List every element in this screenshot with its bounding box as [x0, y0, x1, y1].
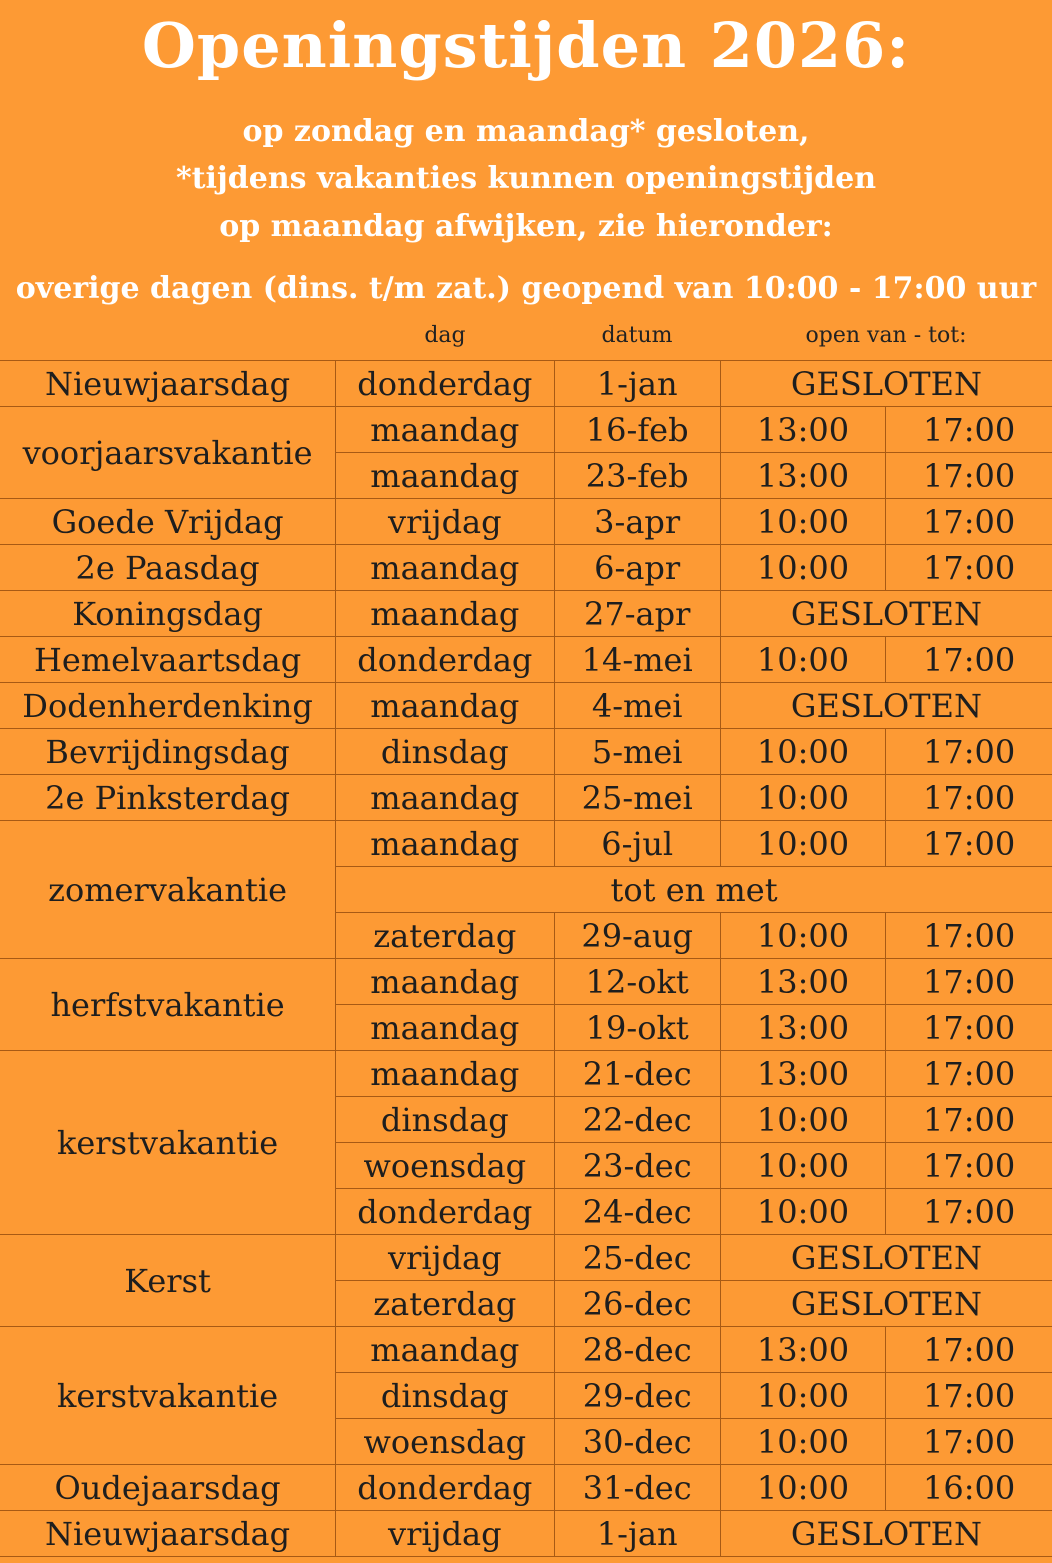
header: [0, 0, 1052, 360]
open-from-cell: 10:00: [720, 1143, 885, 1189]
date-cell: 12-okt: [554, 959, 720, 1005]
table-row: [0, 1465, 1052, 1511]
date-cell: 28-dec: [554, 1327, 720, 1373]
open-to-cell: 17:00: [886, 821, 1052, 867]
weekday-cell: maandag: [336, 959, 554, 1005]
weekday-cell: vrijdag: [336, 1235, 554, 1281]
date-cell: 30-dec: [554, 1419, 720, 1465]
open-to-cell: 17:00: [886, 1327, 1052, 1373]
opening-hours-table: [0, 360, 1052, 1557]
table-row: [0, 545, 1052, 591]
date-cell: 1-jan: [554, 1511, 720, 1557]
date-cell: 4-mei: [554, 683, 720, 729]
weekday-cell: maandag: [336, 545, 554, 591]
date-cell: 29-dec: [554, 1373, 720, 1419]
weekday-cell: donderdag: [336, 361, 554, 407]
holiday-name: voorjaarsvakantie: [0, 407, 336, 499]
weekday-cell: donderdag: [336, 1189, 554, 1235]
weekday-cell: maandag: [336, 683, 554, 729]
open-to-cell: 17:00: [886, 453, 1052, 499]
closed-cell: GESLOTEN: [720, 591, 1052, 637]
holiday-name: 2e Paasdag: [0, 545, 336, 591]
weekday-cell: maandag: [336, 591, 554, 637]
open-to-cell: 17:00: [886, 1419, 1052, 1465]
date-cell: 5-mei: [554, 729, 720, 775]
holiday-name: Kerst: [0, 1235, 336, 1327]
holiday-name: Oudejaarsdag: [0, 1465, 336, 1511]
open-to-cell: 17:00: [886, 959, 1052, 1005]
closed-cell: GESLOTEN: [720, 1235, 1052, 1281]
weekday-cell: dinsdag: [336, 1373, 554, 1419]
open-from-cell: 13:00: [720, 1005, 885, 1051]
closed-cell: GESLOTEN: [720, 1281, 1052, 1327]
holiday-name: herfstvakantie: [0, 959, 336, 1051]
open-from-cell: 10:00: [720, 1097, 885, 1143]
table-row: [0, 1051, 1052, 1097]
weekday-cell: maandag: [336, 821, 554, 867]
open-from-cell: 10:00: [720, 637, 885, 683]
date-cell: 27-apr: [554, 591, 720, 637]
table-row: [0, 959, 1052, 1005]
weekday-cell: woensdag: [336, 1143, 554, 1189]
open-to-cell: 17:00: [886, 1051, 1052, 1097]
table-row: [0, 499, 1052, 545]
closed-cell: GESLOTEN: [720, 683, 1052, 729]
open-to-cell: 17:00: [886, 545, 1052, 591]
open-to-cell: 17:00: [886, 775, 1052, 821]
open-to-cell: 17:00: [886, 913, 1052, 959]
open-from-cell: 10:00: [720, 913, 885, 959]
weekday-cell: maandag: [336, 1005, 554, 1051]
holiday-name: Bevrijdingsdag: [0, 729, 336, 775]
table-row: [0, 637, 1052, 683]
column-header-open: open van - tot:: [805, 323, 967, 348]
weekday-cell: dinsdag: [336, 1097, 554, 1143]
weekday-cell: woensdag: [336, 1419, 554, 1465]
date-cell: 6-apr: [554, 545, 720, 591]
date-cell: 24-dec: [554, 1189, 720, 1235]
open-from-cell: 13:00: [720, 407, 885, 453]
date-cell: 21-dec: [554, 1051, 720, 1097]
through-cell: tot en met: [336, 867, 1052, 913]
weekday-cell: vrijdag: [336, 499, 554, 545]
date-cell: 31-dec: [554, 1465, 720, 1511]
column-header-dag: dag: [424, 323, 466, 348]
weekday-cell: maandag: [336, 1327, 554, 1373]
holiday-name: Nieuwjaarsdag: [0, 1511, 336, 1557]
holiday-name: kerstvakantie: [0, 1327, 336, 1465]
weekday-cell: maandag: [336, 453, 554, 499]
weekday-cell: maandag: [336, 407, 554, 453]
closed-cell: GESLOTEN: [720, 1511, 1052, 1557]
holiday-name: 2e Pinksterdag: [0, 775, 336, 821]
holiday-name: Koningsdag: [0, 591, 336, 637]
open-to-cell: 17:00: [886, 407, 1052, 453]
open-to-cell: 17:00: [886, 1005, 1052, 1051]
open-from-cell: 10:00: [720, 729, 885, 775]
date-cell: 3-apr: [554, 499, 720, 545]
holiday-name: kerstvakantie: [0, 1051, 336, 1235]
open-to-cell: 17:00: [886, 499, 1052, 545]
date-cell: 29-aug: [554, 913, 720, 959]
holiday-name: Nieuwjaarsdag: [0, 361, 336, 407]
date-cell: 23-dec: [554, 1143, 720, 1189]
open-to-cell: 17:00: [886, 637, 1052, 683]
date-cell: 26-dec: [554, 1281, 720, 1327]
date-cell: 25-mei: [554, 775, 720, 821]
weekday-cell: maandag: [336, 1051, 554, 1097]
weekday-cell: zaterdag: [336, 913, 554, 959]
table-row: [0, 775, 1052, 821]
table-row: [0, 683, 1052, 729]
date-cell: 25-dec: [554, 1235, 720, 1281]
column-header-datum: datum: [601, 323, 673, 348]
open-from-cell: 10:00: [720, 1189, 885, 1235]
table-row: [0, 1235, 1052, 1281]
weekday-cell: donderdag: [336, 1465, 554, 1511]
weekday-cell: donderdag: [336, 637, 554, 683]
open-from-cell: 10:00: [720, 775, 885, 821]
date-cell: 14-mei: [554, 637, 720, 683]
open-to-cell: 17:00: [886, 1373, 1052, 1419]
subtitle-line-2: *tijdens vakanties kunnen openingstijden: [175, 161, 877, 196]
table-row: [0, 407, 1052, 453]
open-from-cell: 13:00: [720, 1327, 885, 1373]
open-to-cell: 16:00: [886, 1465, 1052, 1511]
open-from-cell: 10:00: [720, 1373, 885, 1419]
holiday-name: zomervakantie: [0, 821, 336, 959]
open-to-cell: 17:00: [886, 729, 1052, 775]
date-cell: 16-feb: [554, 407, 720, 453]
holiday-name: Dodenherdenking: [0, 683, 336, 729]
open-from-cell: 10:00: [720, 499, 885, 545]
weekday-cell: zaterdag: [336, 1281, 554, 1327]
open-to-cell: 17:00: [886, 1143, 1052, 1189]
regular-hours-line: overige dagen (dins. t/m zat.) geopend van 10:00 - 17:00 uur: [15, 271, 1037, 306]
open-to-cell: 17:00: [886, 1097, 1052, 1143]
open-from-cell: 13:00: [720, 453, 885, 499]
date-cell: 1-jan: [554, 361, 720, 407]
open-from-cell: 10:00: [720, 545, 885, 591]
subtitle-line-3: op maandag afwijken, zie hieronder:: [219, 209, 833, 244]
page-title: Openingstijden 2026:: [141, 9, 911, 82]
holiday-name: Goede Vrijdag: [0, 499, 336, 545]
table-row: [0, 1327, 1052, 1373]
open-to-cell: 17:00: [886, 1189, 1052, 1235]
subtitle-line-1: op zondag en maandag* gesloten,: [242, 114, 810, 149]
open-from-cell: 13:00: [720, 1051, 885, 1097]
date-cell: 22-dec: [554, 1097, 720, 1143]
table-row: [0, 1511, 1052, 1557]
open-from-cell: 10:00: [720, 1419, 885, 1465]
open-from-cell: 13:00: [720, 959, 885, 1005]
open-from-cell: 10:00: [720, 821, 885, 867]
table-row: [0, 361, 1052, 407]
date-cell: 19-okt: [554, 1005, 720, 1051]
weekday-cell: vrijdag: [336, 1511, 554, 1557]
holiday-name: Hemelvaartsdag: [0, 637, 336, 683]
table-row: [0, 821, 1052, 867]
weekday-cell: dinsdag: [336, 729, 554, 775]
table-row: [0, 729, 1052, 775]
closed-cell: GESLOTEN: [720, 361, 1052, 407]
date-cell: 6-jul: [554, 821, 720, 867]
weekday-cell: maandag: [336, 775, 554, 821]
date-cell: 23-feb: [554, 453, 720, 499]
table-row: [0, 591, 1052, 637]
open-from-cell: 10:00: [720, 1465, 885, 1511]
